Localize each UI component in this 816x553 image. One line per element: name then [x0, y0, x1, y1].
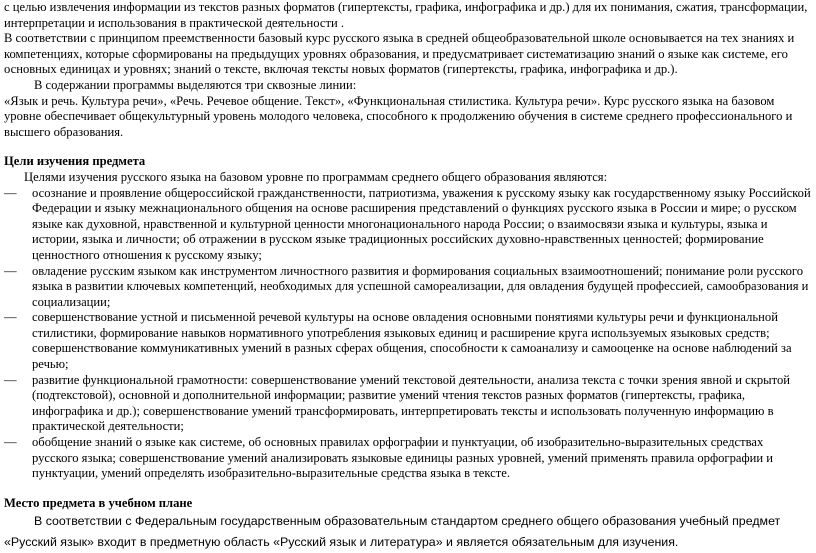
list-item	[4, 186, 812, 264]
list-item-text: обобщение знаний о языке как системе, об основных правилах орфографии и пунктуации, об изобразительно-выразительных средствах русского языка; совершенствование умений анализировать языковые единицы разных уровней, умений применять правила орфографии и пунктуации, умений определять изобразительно-выразительные средства языка в тексте.	[32, 435, 773, 481]
list-item-text: осознание и проявление общероссийской гражданственности, патриотизма, уважения к русскому языку как государственному языку Российской Федерации и языку межнационального общения на основе расширения представлений о функциях русского языка в России и мире; о русском языке как духовной, нравственной и культурной ценности многонационального народа России; о взаимосвязи языка и культуры, языка и истории, языка и личности; об отражении в русском языке традиционных российских духовно-нравственных ценностей; формирование ценностного отношения к русскому языку;	[32, 185, 811, 262]
place-text: В соответствии с Федеральным государственным образовательным стандартом среднего общего образования учебный предмет «Русский язык» входит в предметную область «Русский язык и литература» и является обязательным для изучения.	[4, 514, 781, 550]
intro-paragraph-course: «Язык и речь. Культура речи», «Речь. Речевое общение. Текст», «Функциональная стилистика. Культура речи». Курс русского языка на базовом уровне обеспечивает общекультурный уровень молодого человека, способного к продолжению обучения в системе среднего профессионального и высшего образования.	[4, 93, 793, 139]
list-item	[4, 435, 812, 482]
dash-marker: —	[4, 372, 17, 387]
dash-marker: —	[4, 310, 17, 325]
place-heading: Место предмета в учебном плане	[4, 495, 193, 510]
dash-marker: —	[4, 263, 17, 278]
list-item-text: развитие функциональной грамотности: совершенствование умений текстовой деятельности, анализа текста с точки зрения явной и скрытой (подтекстовой), основной и дополнительной информации; развитие умений чтения текстов разных форматов (гипертексты, графика, инфографика и др.); совершенствование умений трансформировать, интерпретировать тексты и использовать полученную информацию в практической деятельности;	[32, 372, 791, 434]
list-item-text: овладение русским языком как инструментом личностного развития и формирования социальных взаимоотношений; понимание роли русского языка в развитии ключевых компетенций, необходимых для успешной самореализации, для овладения будущей профессией, самообразования и социализации;	[32, 263, 809, 309]
intro-paragraph-continuity: В соответствии с принципом преемственности базовый курс русского языка в средней общеобразовательной школе основывается на тех знаниях и компетенциях, которые сформированы на предыдущих уровнях образования, и предусматривает систематизацию знаний о языке как системе, его основных единицах и уровнях; знаний о тексте, включая тексты новых форматов (гипертексты, графика, инфографика и др.).	[4, 31, 795, 77]
goals-heading: Цели изучения предмета	[4, 154, 146, 169]
intro-paragraph-lines: В содержании программы выделяются три сквозные линии:	[34, 77, 357, 92]
list-item-text: совершенствование устной и письменной речевой культуры на основе овладения основными понятиями культуры речи и функциональной стилистики, формирование навыков нормативного употребления языковых единиц и расширение круга используемых языковых средств; совершенствование коммуникативных умений в разных сферах общения, способности к самоанализу и самооценке на основе наблюдений за речью;	[32, 310, 792, 372]
dash-marker: —	[4, 435, 17, 450]
goals-lead: Целями изучения русского языка на базовом уровне по программам среднего общего образования являются:	[24, 169, 608, 184]
dash-marker: —	[4, 185, 17, 200]
goals-list	[4, 186, 812, 482]
intro-continuation: с целью извлечения информации из текстов разных форматов (гипертексты, графика, инфографика и др.) для их понимания, сжатия, трансформации, интерпретации и использования в практической деятельности .	[4, 0, 808, 30]
list-item	[4, 310, 812, 372]
list-item	[4, 373, 812, 435]
list-item	[4, 264, 812, 311]
